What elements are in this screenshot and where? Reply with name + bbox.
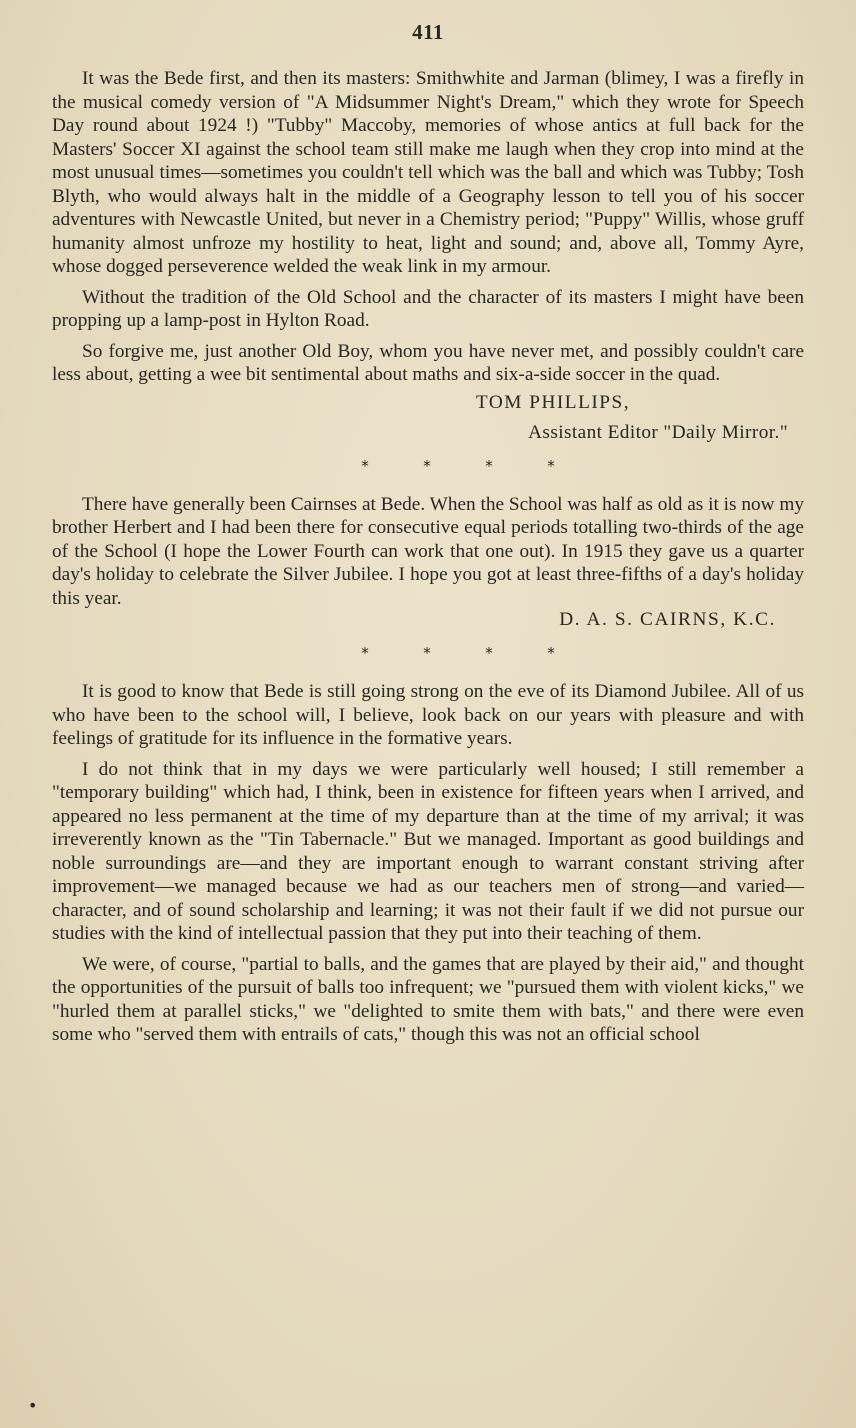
star-glyph: *: [423, 644, 431, 662]
margin-dot-icon: •: [28, 1396, 38, 1415]
star-glyph: *: [485, 456, 493, 475]
paragraph: I do not think that in my days we were particularly well housed; I still remember a "temporary building" which had, I think, been in existence for fifteen years when I arrived, and appeared no less permanent at the time of my departure than at the time of my arrival; it was irreverently known as the "Tin Tabernacle." But we managed. Important as good buildings and noble surroundings are—and they are important enough to warrant constant striving after improvement—we managed because we had as our teachers men of strong—and varied—character, and of sound scholarship and learning; it was not their fault if we did not pursue our studies with the kind of intellectual passion that they put into their teaching of them.: [52, 758, 804, 944]
paragraph: It was the Bede first, and then its masters: Smithwhite and Jarman (blimey, I was a firefly in the musical comedy version of "A Midsummer Night's Dream," which they wrote for Speech Day round about 1924 !) "Tubby" Maccoby, memories of whose antics at full back for the Masters' Soccer XI against the school team still make me laugh when they crop into mind at the most unusual times—sometimes you couldn't tell which was the ball and which was Tubby; Tosh Blyth, who would always halt in the middle of a Geography lesson to tell you of his soccer adventures with Newcastle United, but never in a Chemistry period; "Puppy" Willis, whose gruff humanity almost unfroze my hostility to heat, light and sound; and, above all, Tommy Ayre, whose dogged perseverence welded the weak link in my armour.: [52, 68, 804, 277]
star-glyph: *: [547, 644, 555, 662]
section-cairns: [52, 493, 804, 633]
section-phillips: [52, 67, 804, 445]
star-glyph: *: [361, 456, 369, 475]
star-glyph: *: [361, 644, 369, 662]
signature-title: Assistant Editor "Daily Mirror.": [528, 421, 788, 443]
section-divider: [52, 644, 804, 662]
star-glyph: *: [547, 456, 555, 475]
signature-name: D. A. S. CAIRNS, K.C.: [559, 609, 776, 630]
section-divider: [52, 457, 804, 475]
signature-name: TOM PHILLIPS,: [475, 391, 631, 413]
paragraph: We were, of course, "partial to balls, and the games that are played by their aid," and thought the opportunities of the pursuit of balls too infrequent; we "pursued them with violent kicks," we "hurled them at parallel sticks," we "delighted to smite them with bats," and there were even some who "served them with entrails of cats," though this was not an official school: [52, 953, 804, 1045]
paragraph: It is good to know that Bede is still going strong on the eve of its Diamond Jubilee. All of us who have been to the school will, I believe, look back on our years with pleasure and with feelings of gratitude for its influence in the formative years.: [52, 681, 804, 749]
section-diamond-jubilee: [52, 680, 804, 1047]
paragraph: Without the tradition of the Old School and the character of its masters I might have been propping up a lamp-post in Hylton Road.: [52, 286, 804, 331]
paragraph: There have generally been Cairnses at Bede. When the School was half as old as it is now my brother Herbert and I had been there for consecutive equal periods totalling two-thirds of the age of the School (I hope the Lower Fourth can work that one out). In 1915 they gave us a quarter day's holiday to celebrate the Silver Jubilee. I hope you got at least three-fifths of a day's holiday this year.: [52, 493, 804, 609]
star-glyph: *: [485, 644, 493, 662]
paragraph: So forgive me, just another Old Boy, whom you have never met, and possibly couldn't care less about, getting a wee bit sentimental about maths and six-a-side soccer in the quad.: [52, 340, 804, 385]
page-number: 411: [412, 20, 444, 44]
star-glyph: *: [423, 456, 431, 475]
